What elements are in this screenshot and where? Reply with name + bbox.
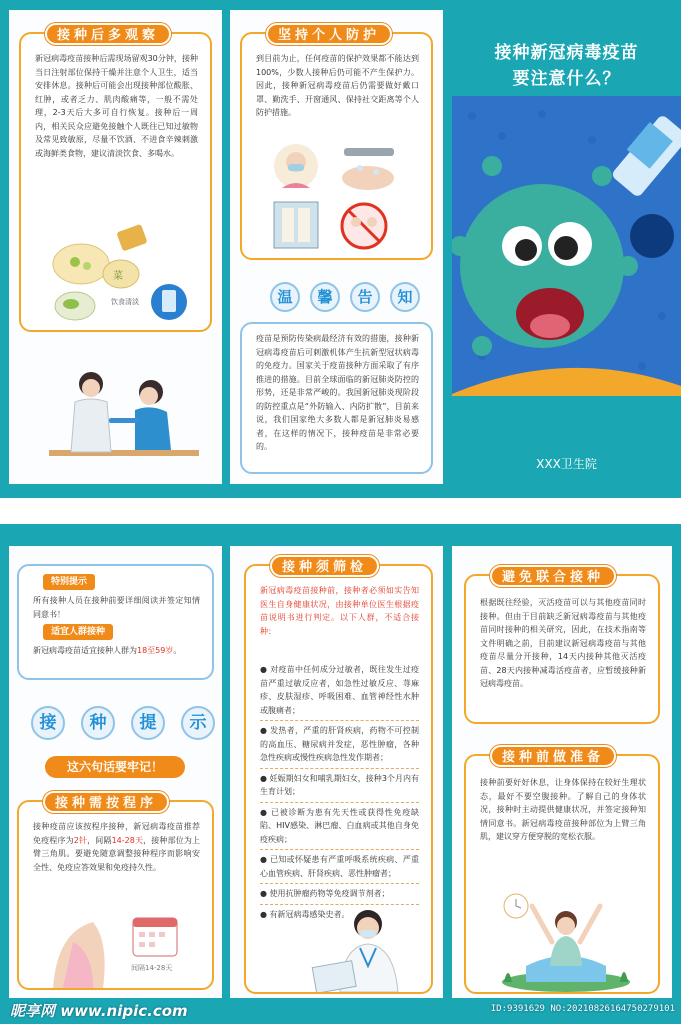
svg-text:菜: 菜 [113,271,123,282]
suitable-group-prefix: 新冠病毒疫苗适宜接种人群为 [33,646,137,655]
after-care-card [19,28,212,332]
avoid-combined-text: 根据既往经验，灭活疫苗可以与其他疫苗同时接种。但由于目前缺乏新冠病毒疫苗与其他疫苗同时接种的相关研究，因此，在技术指南等文件明确之前，目前建议新冠病毒疫苗与其他疫苗尽量分开接种，14天内接种其他灭活疫苗、28天内接种减毒活疫苗者，应暂缓接种新冠病毒疫苗。 [480,598,646,688]
screening-item: ● 妊娠期妇女和哺乳期妇女，接种3个月内有生育计划； [260,769,419,803]
special-notice-card [17,564,214,680]
vaccine-tip-char: 种 [81,706,115,740]
after-care-title: 接种后多观察 [45,23,171,45]
procedure-title: 接种需按程序 [43,791,169,813]
special-notice-pill: 特别提示 [43,574,95,590]
screening-item: ● 对疫苗中任何成分过敏者，既往发生过疫苗严重过敏反应者，如急性过敏反应、荨麻疹、皮肤湿疹、呼吸困难、血管神经性水肿或腹痛者； [260,660,419,721]
suitable-group-pill: 适宜人群接种 [43,624,113,640]
stretching-woman-illustration [496,886,636,992]
screening-item: ● 已知或怀疑患有严重呼吸系统疾病、严重心血管疾病、肝肾疾病、恶性肿瘤者； [260,850,419,884]
vaccine-tip-char: 接 [31,706,65,740]
screening-item-text: 有新冠病毒感染史者。 [269,909,350,919]
screening-list [260,660,419,924]
warm-notice-char: 告 [350,282,380,312]
calendar-interval-label: 间隔14-28天 [131,964,173,972]
procedure-card [17,796,214,990]
bottom-left-column [9,546,222,998]
cover-title-line1: 接种新冠病毒疫苗 [494,43,639,63]
screening-item: ● 发热者，严重的肝肾疾病，药物不可控制的高血压、糖尿病并发症，恶性肿瘤，各种急性疾病或慢性疾病急性发作期者； [260,721,419,769]
cover-panel [452,0,681,498]
vaccine-tip-char: 提 [131,706,165,740]
top-brochure-sheet [0,0,681,498]
shoulder-injection-illustration [33,912,203,988]
top-left-column [9,10,222,484]
protect-card [240,28,433,260]
watermark-id: ID:9391629 NO:20210826164750279101 [490,1004,675,1014]
reminder-text: 疫苗是预防传染病最经济有效的措施，接种新冠病毒疫苗后可刺激机体产生抗新型冠状病毒的免疫力。国家关于疫苗接种方面采取了有序推进的措施。目前全球面临的新冠肺炎防控的形势，还是非常严峻的。我国新冠肺炎现阶段的防控重点是“外防输入、内防扩散”，目前来说，我们国家绝大多数人都是新冠肺炎易感者，在这样的情况下，接种疫苗是非常必要的。 [256,334,419,451]
warm-notice-char: 馨 [310,282,340,312]
bottom-brochure-sheet [0,524,681,1024]
procedure-text [33,820,200,874]
screening-item-text: 妊娠期妇女和哺乳期妇女，接种3个月内有生育计划； [260,773,419,796]
screening-item-text: 已知或怀疑患有严重呼吸系统疾病、严重心血管疾病、肝肾疾病、恶性肿瘤者； [260,855,420,878]
top-middle-column [230,10,443,484]
reminder-card [240,322,433,474]
screening-item: ● 使用抗肿瘤药物等免疫调节剂者； [260,884,419,905]
protect-text: 到目前为止，任何疫苗的保护效果都不能达到100%，少数人接种后仍可能不产生保护力。因此，接种新冠病毒疫苗后仍需要做好戴口罩、勤洗手、开窗通风、保持社交距离等个人防护措施。 [256,54,419,117]
suitable-group-suffix: 。 [173,646,182,655]
watermark-logo: 昵享网 www.nipic.com [10,1002,188,1020]
screening-title: 接种须筛检 [270,555,379,577]
special-notice-text: 所有接种人员在接种前要详细阅读并签定知情同意书！ [33,596,200,619]
procedure-text-b: ，间隔 [87,835,112,845]
bottom-right-column [452,546,672,998]
prepare-card [464,750,660,994]
remember-banner: 这六句话要牢记！ [45,756,185,778]
avoid-combined-title: 避免联合接种 [490,565,616,587]
cover-title-line2: 要注意什么？ [512,69,621,89]
food-illustration [41,224,201,324]
protect-title: 坚持个人防护 [266,23,392,45]
screening-item-text: 已被诊断为患有先天性或获得性免疫缺陷、HIV感染、淋巴瘤、白血病或其他自身免疫疾病； [260,807,420,844]
watermark-bar [0,996,681,1024]
cover-organization: XXX卫生院 [536,457,597,471]
warm-notice-char: 知 [390,282,420,312]
protection-illustration [264,138,414,254]
screening-item-text: 发热者，严重的肝肾疾病，药物不可控制的高血压、糖尿病并发症，恶性肿瘤，各种急性疾病或慢性疾病急性发作期者； [260,726,420,762]
screening-item-text: 对疫苗中任何成分过敏者，既往发生过疫苗严重过敏反应者，如急性过敏反应、荨麻疹、皮肤湿疹、呼吸困难、血管神经性水肿或腹痛者； [260,665,420,715]
screening-intro: 新冠病毒疫苗接种前，接种者必须如实告知医生自身健康状况，由接种单位医生根据疫苗说明书进行判定。以下人群，不适合接种： [260,586,419,636]
screening-item: ● 已被诊断为患有先天性或获得性免疫缺陷、HIV感染、淋巴瘤、白血病或其他自身免疫疾病； [260,803,419,851]
after-care-text: 新冠病毒疫苗接种后需现场留观30分钟，接种当日注射部位保持干燥并注意个人卫生，适当安排休息。接种后可能会出现接种部位酸胀、红肿，或者乏力、肌肉酸痛等，一般不需处理，2-3天后大多可自行恢复。接种后一周内，相关民众应避免接触个人既往已知过敏物及常见致敏原，尽量不饮酒、不进食辛辣刺激或海鲜类食物，建议清淡饮食、多喝水。 [35,54,198,158]
dose-count: 2针 [73,835,88,845]
doctor-illustration [306,906,416,992]
screening-item-text: 使用抗肿瘤药物等免疫调节剂者； [269,889,390,898]
warm-notice-char: 温 [270,282,300,312]
nurse-vaccination-illustration [39,362,209,472]
vaccine-tip-banner [31,706,215,740]
screening-item: ● 有新冠病毒感染史者。 [260,909,350,919]
virus-character-illustration [452,96,681,396]
dose-interval: 14-28天 [111,835,144,845]
bottom-middle-column [230,546,443,998]
vaccine-tip-char: 示 [181,706,215,740]
prepare-title: 接种前做准备 [490,745,616,767]
suitable-group-text [33,644,200,658]
procedure-text-a: 接种疫苗应该按程序接种，新冠病毒疫苗推荐免疫程序为 [33,822,200,845]
warm-notice-banner [270,282,420,312]
screening-card [244,560,433,994]
prepare-text: 接种前要好好休息，让身体保持在较好生理状态，最好不要空腹接种。了解自己的身体状况，接种时主动提供健康状况，并签定接种知情同意书。新冠病毒疫苗接种部位为上臂三角肌，建议穿方便穿脱的宽松衣服。 [480,778,646,841]
avoid-combined-card [464,570,660,724]
procedure-text-c: ，接种部位为上臂三角肌。要避免随意调整接种程序而影响安全性、免疫应答效果和免疫持久性。 [33,835,201,872]
food-label: 饮食清淡 [111,298,139,306]
suitable-age: 18至59岁 [137,646,174,655]
